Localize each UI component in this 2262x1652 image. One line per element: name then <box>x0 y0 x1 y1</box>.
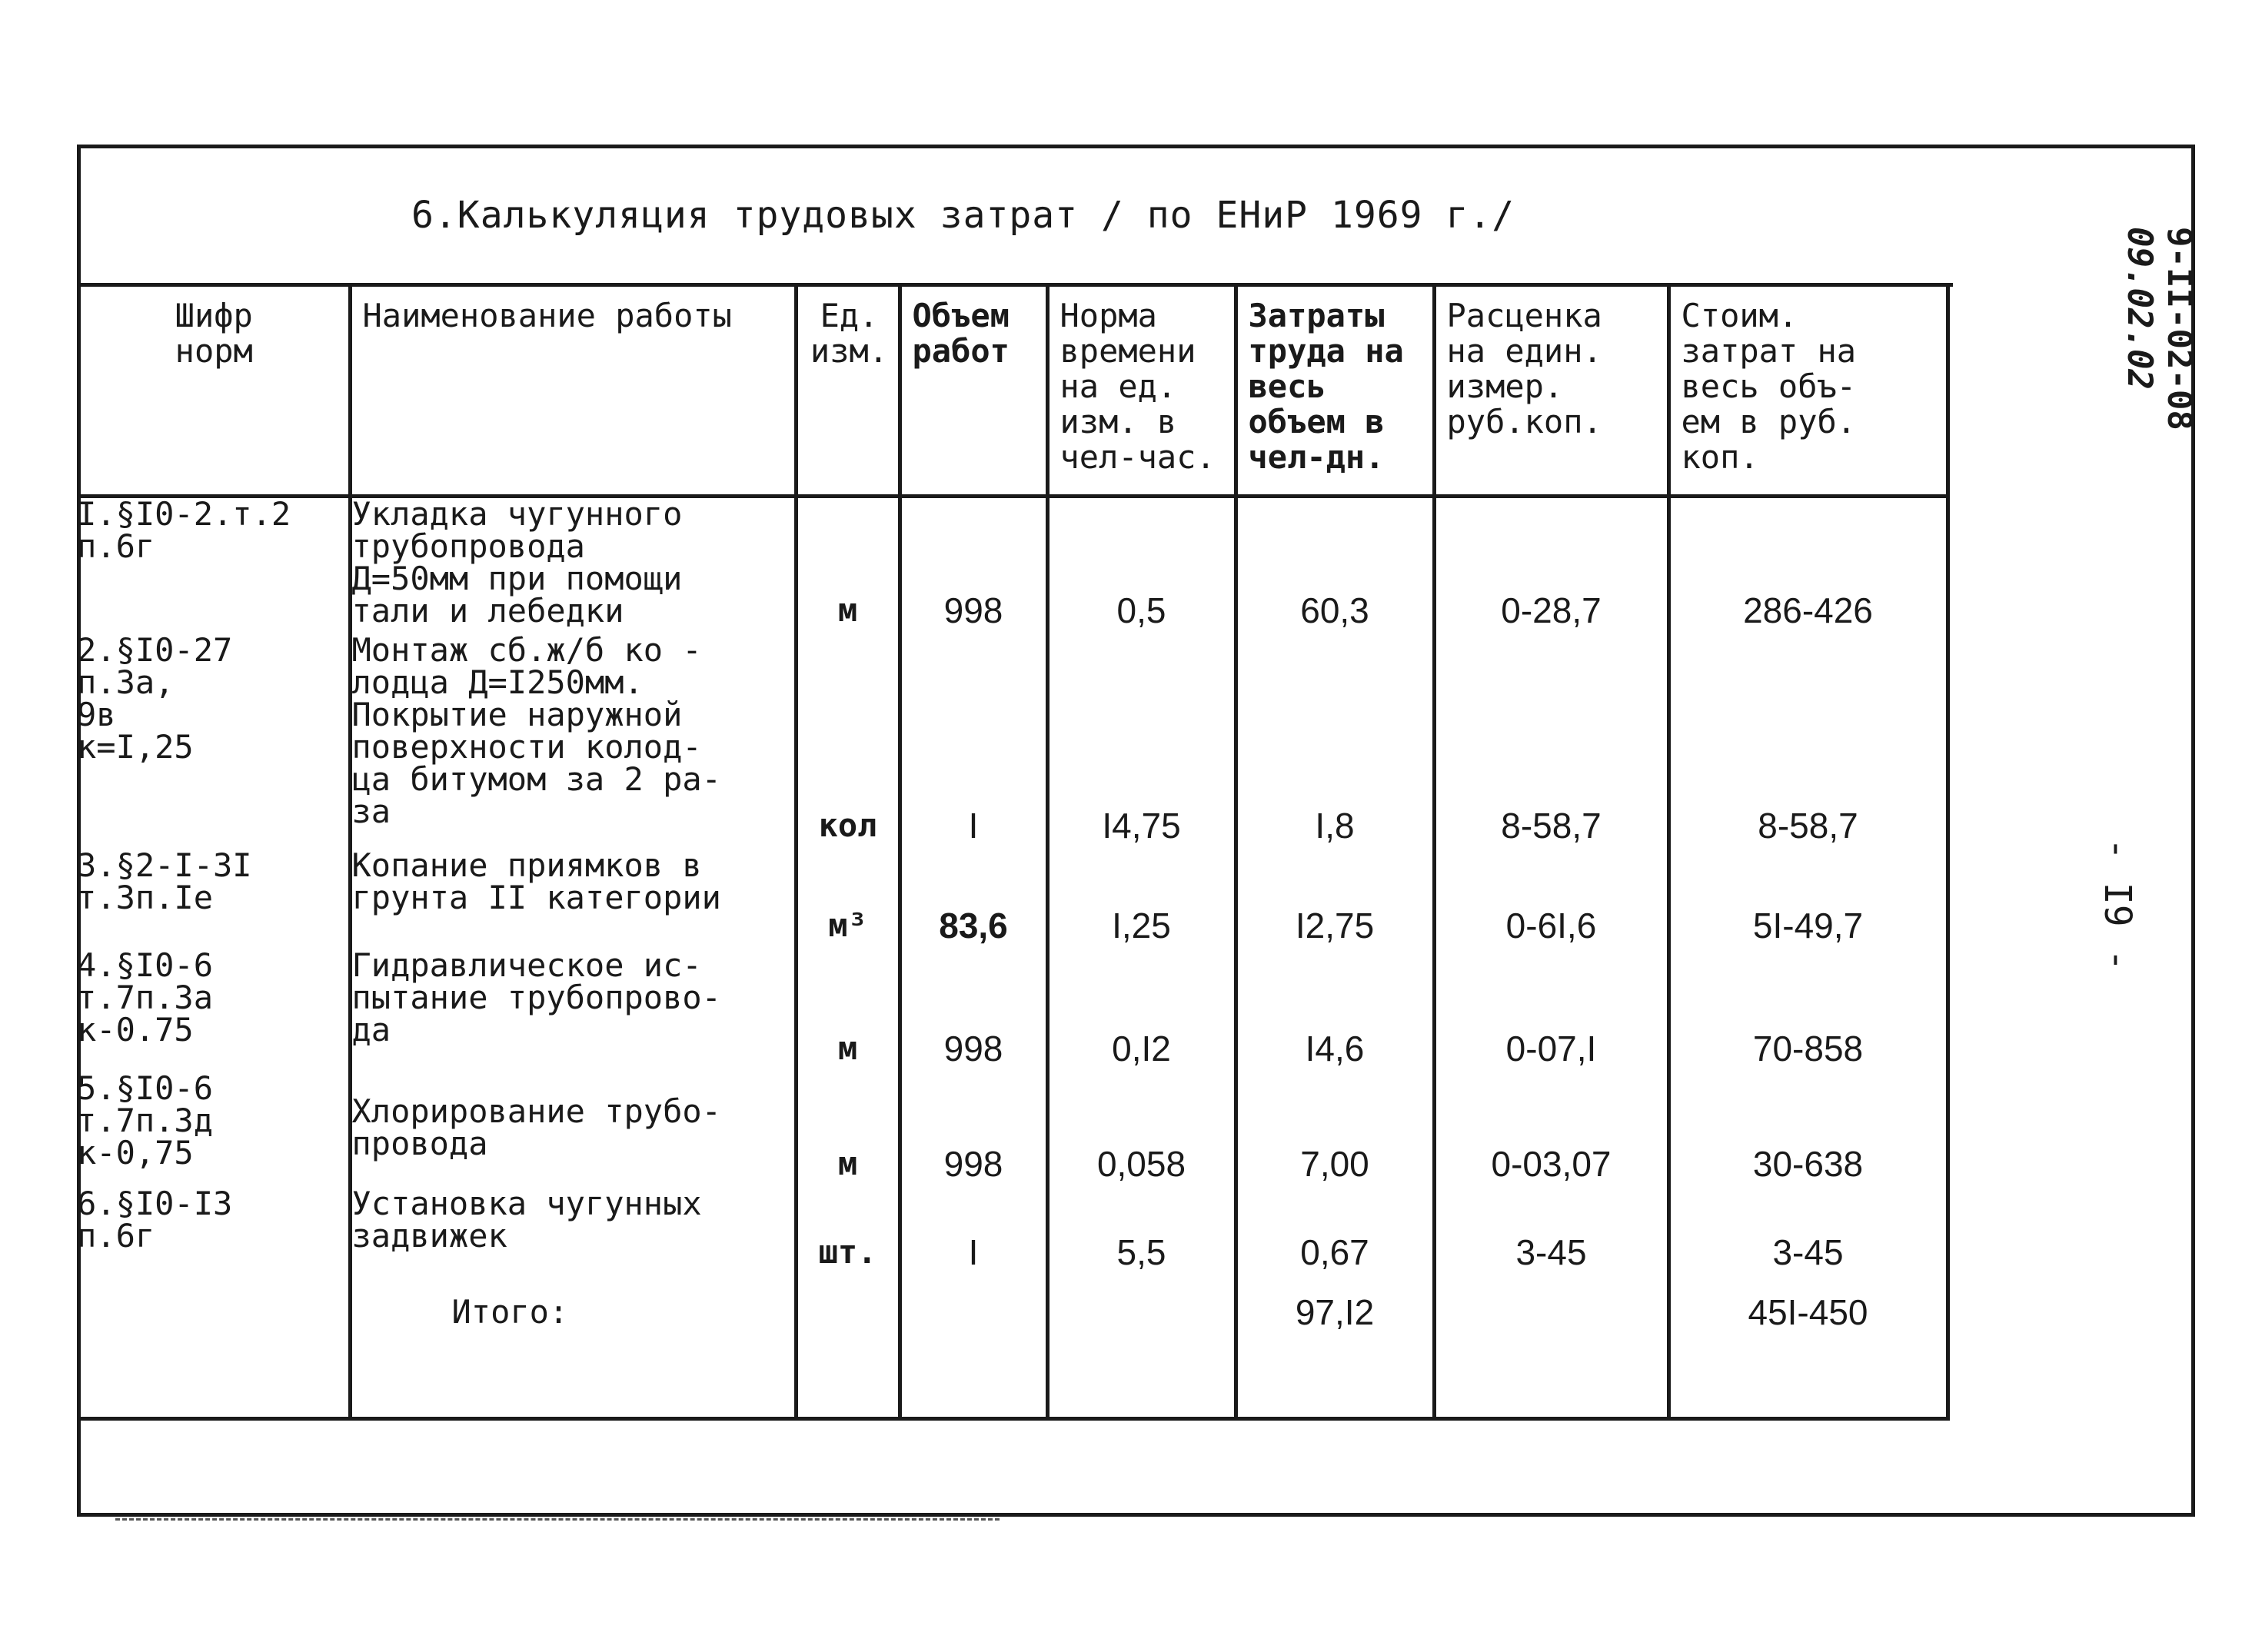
norm-cell: 4.§I0-6 т.7п.3а к-0.75 <box>77 949 350 1072</box>
header-time: Норма времени на ед. изм. в чел-час. <box>1047 284 1236 496</box>
header-name: Наименование работы <box>350 284 796 496</box>
labor-cell: I4,6 <box>1236 949 1434 1072</box>
scan-artifact-line <box>115 1518 1000 1521</box>
rate-cell: 0-07,I <box>1434 949 1668 1072</box>
rate-cell: 8-58,7 <box>1434 634 1668 849</box>
table-row <box>77 1188 1948 1276</box>
work-name-cell: Хлорирование трубо- провода <box>350 1072 796 1188</box>
rate-cell: 0-6I,6 <box>1434 849 1668 949</box>
work-name-cell: Гидравлическое ис- пытание трубопрово- да <box>350 949 796 1072</box>
rate-cell: 0-28,7 <box>1434 496 1668 634</box>
unit-cell: м <box>796 496 900 634</box>
total-empty-cell <box>796 1276 900 1418</box>
volume-cell: 83,6 <box>900 849 1047 949</box>
rate-cell: 3-45 <box>1434 1188 1668 1276</box>
volume-cell: 998 <box>900 1072 1047 1188</box>
page-title: 6.Калькуляция трудовых затрат / по ЕНиР 1969 г./ <box>411 194 1515 237</box>
total-label: Итого: <box>350 1276 796 1418</box>
norm-cell: 3.§2-I-3I т.3п.Iе <box>77 849 350 949</box>
rate-cell: 0-03,07 <box>1434 1072 1668 1188</box>
total-row <box>77 1276 1948 1418</box>
labor-cell: 60,3 <box>1236 496 1434 634</box>
document-code: 9-II-02-08 <box>2160 227 2199 430</box>
volume-cell: I <box>900 1188 1047 1276</box>
total-empty-cell <box>900 1276 1047 1418</box>
total-cost: 45I-450 <box>1668 1276 1948 1418</box>
unit-cell: шт. <box>796 1188 900 1276</box>
norm-cell: I.§I0-2.т.2 п.6г <box>77 496 350 634</box>
work-name-cell: Укладка чугунного трубопровода Д=50мм при помощи тали и лебедки <box>350 496 796 634</box>
norm-cell: 2.§I0-27 п.3а, 9в к=I,25 <box>77 634 350 849</box>
cost-cell: 8-58,7 <box>1668 634 1948 849</box>
table-row <box>77 1072 1948 1188</box>
cost-cell: 30-638 <box>1668 1072 1948 1188</box>
labor-cell: 0,67 <box>1236 1188 1434 1276</box>
time-cell: 0,5 <box>1047 496 1236 634</box>
work-name-cell: Монтаж сб.ж/б ко - лодца Д=I250мм. Покрытие наружной поверхности колод- ца битумом за 2 ра- за <box>350 634 796 849</box>
cost-cell: 5I-49,7 <box>1668 849 1948 949</box>
unit-cell: кол <box>796 634 900 849</box>
unit-cell: м <box>796 949 900 1072</box>
work-name-cell: Копание приямков в грунта II категории <box>350 849 796 949</box>
header-norm: Шифр норм <box>77 284 350 496</box>
labor-cost-table <box>77 284 1950 1421</box>
norm-cell: 6.§I0-I3 п.6г <box>77 1188 350 1276</box>
header-labor: Затраты труда на весь объем в чел-дн. <box>1236 284 1434 496</box>
time-cell: 0,058 <box>1047 1072 1236 1188</box>
volume-cell: I <box>900 634 1047 849</box>
total-empty-cell <box>1047 1276 1236 1418</box>
cost-cell: 70-858 <box>1668 949 1948 1072</box>
labor-cell: I,8 <box>1236 634 1434 849</box>
time-cell: I4,75 <box>1047 634 1236 849</box>
cost-cell: 3-45 <box>1668 1188 1948 1276</box>
table-row <box>77 634 1948 849</box>
total-empty-cell <box>77 1276 350 1418</box>
unit-cell: м³ <box>796 849 900 949</box>
total-empty-cell <box>1434 1276 1668 1418</box>
table-row <box>77 949 1948 1072</box>
work-name-cell: Установка чугунных задвижек <box>350 1188 796 1276</box>
volume-cell: 998 <box>900 949 1047 1072</box>
table-header-row <box>77 284 1948 496</box>
time-cell: 0,I2 <box>1047 949 1236 1072</box>
document-date: 09.02.02 <box>2120 227 2159 390</box>
total-labor: 97,I2 <box>1236 1276 1434 1418</box>
norm-cell: 5.§I0-6 т.7п.3д к-0,75 <box>77 1072 350 1188</box>
table-row <box>77 849 1948 949</box>
header-unit: Ед. изм. <box>796 284 900 496</box>
time-cell: 5,5 <box>1047 1188 1236 1276</box>
header-cost: Стоим. затрат на весь объ- ем в руб. коп. <box>1668 284 1948 496</box>
unit-cell: м <box>796 1072 900 1188</box>
table-row <box>77 496 1948 634</box>
labor-cell: 7,00 <box>1236 1072 1434 1188</box>
header-volume: Объем работ <box>900 284 1047 496</box>
volume-cell: 998 <box>900 496 1047 634</box>
time-cell: I,25 <box>1047 849 1236 949</box>
header-rate: Расценка на един. измер. руб.коп. <box>1434 284 1668 496</box>
labor-cell: I2,75 <box>1236 849 1434 949</box>
page-number: - I9 - <box>2096 838 2139 972</box>
cost-cell: 286-426 <box>1668 496 1948 634</box>
